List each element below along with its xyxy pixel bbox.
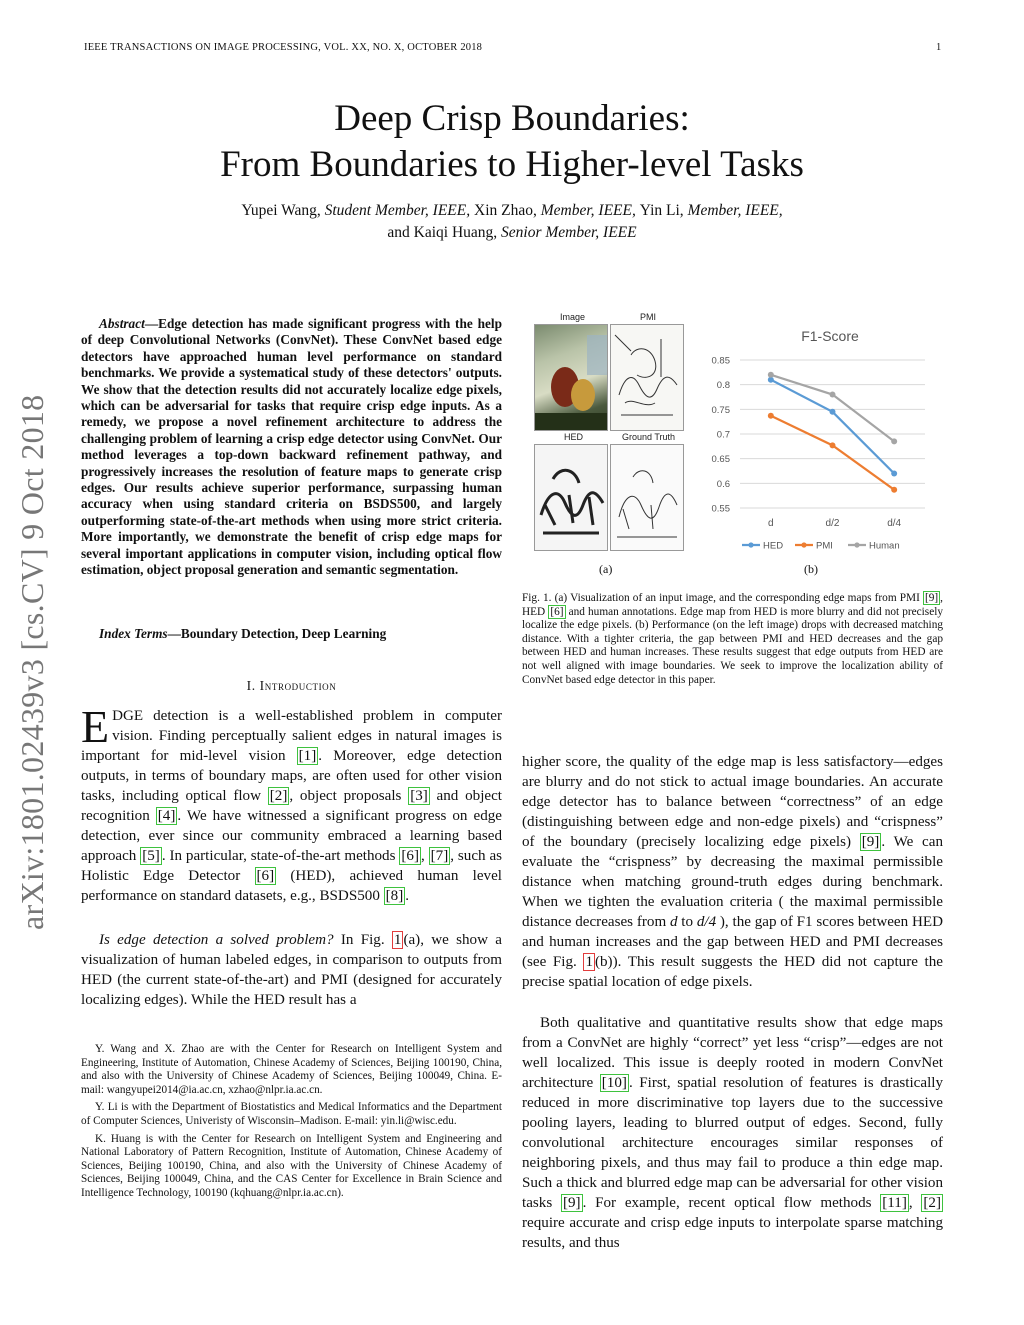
text-run: (HED), achieved human level performance on standard datasets, e.g., BSDS500 (81, 868, 502, 904)
intro-paragraph-2 (81, 930, 502, 1010)
figure-panel-a (534, 312, 684, 582)
chart-x-axis-ticks (768, 518, 902, 529)
text-run: In Fig. (333, 932, 392, 948)
text-run: , such as Holistic Edge Detector (81, 848, 503, 884)
text-run: (a), we show a visualization of human labeled edges, in comparison to outputs from HED (the current state-of-the-art) and PMI (designed for accurately localizing edges). While the HED result has a (81, 932, 502, 1008)
citation-link[interactable]: [1] (298, 748, 317, 764)
figure-sub-label-b: (b) (804, 562, 818, 576)
legend-marker-human (854, 542, 859, 547)
figure-caption (522, 592, 943, 687)
paper-title (0, 96, 1024, 188)
text-run: , (908, 1195, 922, 1211)
text-run: Is edge detection a solved problem? (99, 932, 334, 948)
figure-link[interactable]: 1 (585, 954, 593, 970)
text-run: . Moreover, edge detection outputs, in terms of boundary maps, are often used for other vision tasks, including optical flow (81, 748, 502, 804)
legend-label: Human (869, 540, 900, 552)
chart-gridlines (740, 360, 925, 508)
author-name: Xin Zhao, (474, 202, 541, 219)
data-point-human (768, 372, 774, 378)
arxiv-identifier: arXiv:1801.02439v3 [cs.CV] 9 Oct 2018 (14, 394, 50, 930)
text-run: (b)). This result suggests the HED did not capture the precise spatial location of edge pixels. (522, 954, 943, 990)
text-run: require accurate and crisp edge inputs to interpolate sparse matching results, and thus (522, 1215, 943, 1251)
text-run: and object recognition (81, 788, 502, 824)
chart-legend (742, 541, 900, 552)
citation-link[interactable]: [7] (430, 848, 449, 864)
y-tick-label: 0.6 (716, 478, 730, 490)
citation-link[interactable]: [5] (142, 848, 160, 864)
data-point-pmi (891, 487, 897, 493)
section-number: I. (246, 678, 256, 693)
text-run: to (677, 914, 697, 930)
body-paragraph (522, 1013, 943, 1253)
text-run: and human annotations. Edge map from HED is more blurry and did not precisely localize the edge pixels. (b) Performance (on the left image) drops with decreased matching distance. With a tighter criteria, the gap between PMI and HED decreases and the gap between HED and human increases. These results suggest that edge outputs from HED are not well aligned with image boundaries. We seek to improve the localization ability of ConvNet based edge detector in this paper. (522, 605, 944, 686)
citation-link[interactable]: [2] (269, 788, 288, 804)
x-tick-label: d (768, 518, 774, 529)
text-run: higher score, the quality of the edge map is less satisfactory—edges are blurry and do not stick to actual image boundaries. An accurate edge detector has to balance between “correctness” of an edge (distinguishing between edge and non-edge pixels) and “crispness” of the boundary (precisely localizing edge pixels) (522, 754, 943, 850)
x-tick-label: d/2 (825, 518, 840, 529)
input-image-thumbnail (534, 324, 608, 431)
citation-link[interactable]: [2] (923, 1195, 941, 1211)
citation-link[interactable]: [9] (562, 1195, 581, 1211)
citation-link[interactable]: [11] (882, 1195, 907, 1211)
citation-link[interactable]: [9] (924, 592, 939, 604)
citation-link[interactable]: [6] (256, 868, 275, 884)
author-role: Student Member, IEEE, (324, 202, 474, 219)
body-paragraph (522, 752, 943, 992)
y-tick-label: 0.8 (716, 380, 730, 392)
data-point-pmi (768, 413, 774, 419)
text-run: . In particular, state-of-the-art methods (161, 848, 400, 864)
page-number: 1 (936, 42, 942, 53)
ground-truth-edge-map-thumbnail (610, 444, 684, 551)
chart-series-group (768, 372, 897, 493)
text-run: . For example, recent optical flow methods (582, 1195, 881, 1211)
drop-cap: E (81, 701, 110, 752)
abstract (81, 316, 502, 579)
math-symbol: d/4 (696, 914, 717, 930)
text-run: Both qualitative and quantitative results show that edge maps from a ConvNet are highly “correct” yet less “crisp”—edges are not well localized. This issue is deeply rooted in modern ConvNet architecture (522, 1015, 943, 1091)
index-terms (81, 626, 502, 642)
abstract-lead: Abstract (99, 316, 145, 331)
text-run: , (420, 848, 429, 864)
footnote: Y. Li is with the Department of Biostatistics and Medical Informatics and the Department of Computer Sciences, Univeristy of Wisconsin–Madison. E-mail: yin.li@wisc.edu. (81, 1101, 502, 1127)
citation-link[interactable]: [3] (410, 788, 428, 804)
text-run: , HED (522, 592, 943, 618)
text-run: ), the gap of F1 scores between HED and human increases and the gap between HED and PMI decreases (see Fig. (522, 914, 943, 970)
section-title: Introduction (259, 678, 337, 693)
f1-score-chart (700, 312, 940, 562)
author-name: and Kaiqi Huang, (387, 224, 502, 241)
panel-label-hed: HED (564, 432, 584, 442)
citation-link[interactable]: [6] (401, 848, 419, 864)
hed-edge-map-thumbnail (534, 444, 608, 551)
data-point-hed (891, 470, 897, 476)
math-symbol: d (669, 914, 678, 930)
figure-sub-label-a: (a) (599, 562, 613, 576)
section-heading (81, 678, 502, 694)
index-terms-text: —Boundary Detection, Deep Learning (167, 626, 387, 641)
author-role: Member, IEEE, (540, 202, 640, 219)
data-point-human (830, 392, 836, 398)
chart-title: F1-Score (801, 328, 859, 344)
legend-label: PMI (816, 540, 833, 552)
data-point-pmi (830, 442, 836, 448)
text-run: . (405, 888, 410, 904)
legend-label: HED (763, 540, 784, 552)
figure-link[interactable]: 1 (393, 932, 402, 948)
y-tick-label: 0.75 (711, 404, 730, 416)
pmi-edge-map-thumbnail (610, 324, 684, 431)
data-point-hed (830, 409, 836, 415)
text-run: Fig. 1. (a) Visualization of an input image, and the corresponding edge maps from PMI (522, 592, 923, 604)
legend-marker-pmi (801, 542, 806, 547)
data-point-human (891, 438, 897, 444)
citation-link[interactable]: [4] (157, 808, 176, 824)
footnotes (81, 1043, 502, 1205)
y-tick-label: 0.65 (711, 454, 730, 466)
y-tick-label: 0.85 (711, 355, 730, 367)
running-header: IEEE TRANSACTIONS ON IMAGE PROCESSING, VOL. XX, NO. X, OCTOBER 2018 (84, 42, 483, 53)
text-run: , object proposals (289, 788, 409, 804)
citation-link[interactable]: [10] (601, 1075, 627, 1091)
author-role: Senior Member, IEEE (501, 224, 637, 241)
legend-marker-hed (748, 542, 753, 547)
text-run: DGE detection is a well-established problem in computer vision. Finding perceptually salient edges in natural images is important for mid-level vision (81, 708, 502, 764)
y-tick-label: 0.55 (711, 503, 730, 515)
text-run: . We have witnessed a significant progress on edge detection, ever since our community embraced a learning based approach (81, 808, 503, 864)
author-list (0, 200, 1024, 244)
citation-link[interactable]: [8] (385, 888, 404, 904)
author-role: Member, IEEE, (687, 202, 783, 219)
panel-label-image: Image (560, 312, 586, 322)
text-run: . We can evaluate the “crispness” by decreasing the maximal permissible distance when matching ground-truth edges during benchmark. When we tighten the evaluation criteria ( the maximal permissible distance decreases from (522, 834, 943, 930)
panel-label-ground-truth: Ground Truth (622, 432, 676, 442)
index-terms-lead: Index Terms (99, 626, 168, 641)
title-line-1: Deep Crisp Boundaries: (334, 98, 690, 139)
abstract-text: —Edge detection has made significant progress with the help of deep Convolutional Networks (ConvNet). These ConvNet based edge detectors have approached human level performance on standard benchmarks. We provide a systematical study of these detectors' outputs. We show that the detection results did not accurately localize edge pixels, which can be adversarial for tasks that require crisp edge inputs. As a remedy, we propose a novel refinement architecture to address the challenging problem of learning a crisp edge detector using ConvNet. Our method leverages a top-down backward refinement pathway, and progressively increases the resolution of feature maps to generate crisp edges. Our results achieve superior performance, surpassing human accuracy when using standard criteria on BSDS500, and largely outperforming state-of-the-art methods when using more strict criteria. More importantly, we demonstrate the benefit of crisp edge maps for several important applications in computer vision, including optical flow estimation, object proposal generation and semantic segmentation. (81, 316, 502, 578)
x-tick-label: d/4 (887, 518, 902, 529)
author-name: Yin Li, (639, 202, 688, 219)
panel-label-pmi: PMI (640, 312, 657, 322)
title-line-2: From Boundaries to Higher-level Tasks (220, 144, 804, 185)
footnote: K. Huang is with the Center for Research on Intelligent System and Engineering and National Laboratory of Pattern Recognition, Institute of Automation, Chinese Academy of Sciences, Beijing 100190, China, and also with the University of Chinese Academy of Sciences, Beijing 100049, China, and the CAS Center for Excellence in Brain Science and Intelligence Technology, 100190 (kqhuang@nlpr.ia.ac.cn). (81, 1132, 502, 1199)
citation-link[interactable]: [9] (861, 834, 880, 850)
y-tick-label: 0.7 (716, 429, 730, 441)
chart-y-axis-ticks (712, 356, 731, 515)
text-run: . First, spatial resolution of features is drastically reduced in more discriminative top layers due to the successive pooling layers, leading to blurred output of edges. Second, fully convolutional architecture encourages similar responses of neighboring pixels, and thus may fail to produce a thin edge map. Such a thick and blurred edge map can be adversarial for other vision tasks (522, 1075, 944, 1211)
intro-paragraph-1 (81, 701, 503, 906)
footnote: Y. Wang and X. Zhao are with the Center for Research on Intelligent System and Engineering, Institute of Automation, Chinese Academy of Sciences, Beijing 100190, China, and also with the University of Chinese Academy of Sciences, Beijing 100049, China. E-mail: wangyupei2014@ia.ac.cn, xzhao@nlpr.ia.ac.cn. (81, 1043, 502, 1096)
author-name: Yupei Wang, (241, 202, 325, 219)
citation-link[interactable]: [6] (550, 605, 564, 618)
